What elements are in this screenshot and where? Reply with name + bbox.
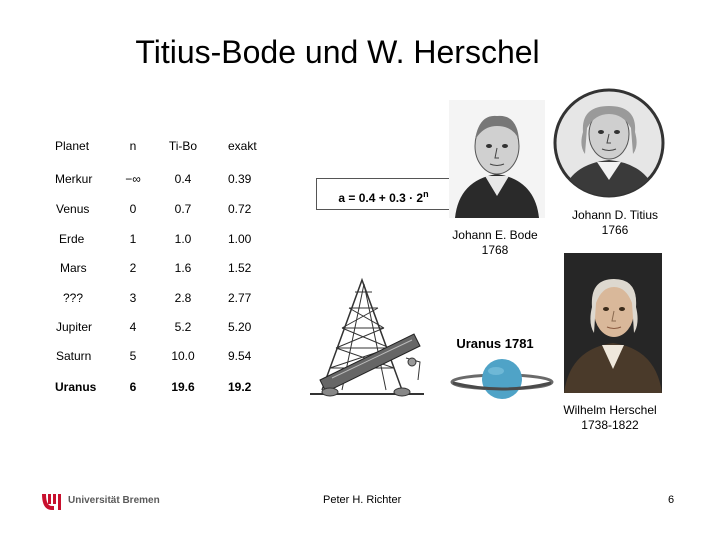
- bode-portrait: [449, 100, 545, 218]
- herschel-caption: [554, 403, 666, 433]
- logo-text: Universität Bremen: [68, 495, 160, 506]
- cell-tibo: 1.6: [174, 261, 192, 275]
- cell-exakt: 5.20: [228, 320, 252, 334]
- herschel-name: Wilhelm Herschel: [563, 403, 657, 417]
- titius-name: Johann D. Titius: [571, 208, 659, 222]
- cell-exakt: 9.54: [228, 349, 252, 363]
- footer-author: Peter H. Richter: [323, 494, 402, 506]
- cell-exakt: 2.77: [228, 291, 252, 305]
- formula-base: a = 0.4 + 0.3 · 2: [338, 191, 424, 205]
- bode-caption: [440, 228, 550, 258]
- cell-planet: Jupiter: [56, 320, 93, 334]
- cell-planet: Mars: [60, 261, 87, 275]
- titius-year: 1766: [601, 223, 629, 237]
- cell-n: 0: [129, 202, 137, 216]
- cell-planet: Merkur: [55, 172, 93, 186]
- cell-planet: Saturn: [56, 349, 92, 363]
- cell-tibo: 1.0: [174, 232, 192, 246]
- bode-year: 1768: [481, 243, 509, 257]
- cell-n: 1: [129, 232, 137, 246]
- cell-planet: Uranus: [55, 380, 97, 394]
- titius-bode-formula: [316, 178, 451, 210]
- cell-n: 5: [129, 349, 137, 363]
- cell-tibo: 0.7: [174, 202, 192, 216]
- cell-exakt: 0.72: [228, 202, 252, 216]
- cell-n: 6: [129, 380, 137, 394]
- header-planet: Planet: [55, 139, 90, 153]
- cell-tibo: 0.4: [174, 172, 192, 186]
- cell-tibo: 5.2: [174, 320, 192, 334]
- bode-name: Johann E. Bode: [452, 228, 538, 242]
- header-exakt: exakt: [228, 139, 257, 153]
- cell-planet: Erde: [59, 232, 85, 246]
- herschel-portrait: [564, 253, 662, 393]
- logo-mark-icon: [40, 490, 66, 512]
- cell-n: 4: [129, 320, 137, 334]
- cell-tibo: 10.0: [171, 349, 195, 363]
- herschel-telescope-image: [302, 270, 432, 402]
- cell-exakt: 1.52: [228, 261, 252, 275]
- header-n: n: [129, 139, 137, 153]
- cell-n: 3: [129, 291, 137, 305]
- cell-planet: ???: [63, 291, 84, 305]
- herschel-years: 1738-1822: [581, 418, 639, 432]
- titius-portrait: [553, 88, 665, 198]
- university-logo: [40, 490, 160, 512]
- cell-exakt: 0.39: [228, 172, 252, 186]
- cell-n: −∞: [125, 172, 141, 186]
- uranus-caption: Uranus 1781: [456, 336, 534, 351]
- cell-n: 2: [129, 261, 137, 275]
- cell-planet: Venus: [56, 202, 90, 216]
- cell-exakt: 19.2: [228, 380, 252, 394]
- uranus-image: [450, 355, 554, 405]
- cell-tibo: 2.8: [174, 291, 192, 305]
- header-tibo: Ti-Bo: [168, 139, 198, 153]
- page-number: 6: [668, 494, 675, 506]
- slide-title: Titius-Bode und W. Herschel: [135, 34, 540, 70]
- cell-tibo: 19.6: [171, 380, 195, 394]
- cell-exakt: 1.00: [228, 232, 252, 246]
- titius-caption: [560, 208, 670, 238]
- formula-exponent: n: [423, 189, 429, 199]
